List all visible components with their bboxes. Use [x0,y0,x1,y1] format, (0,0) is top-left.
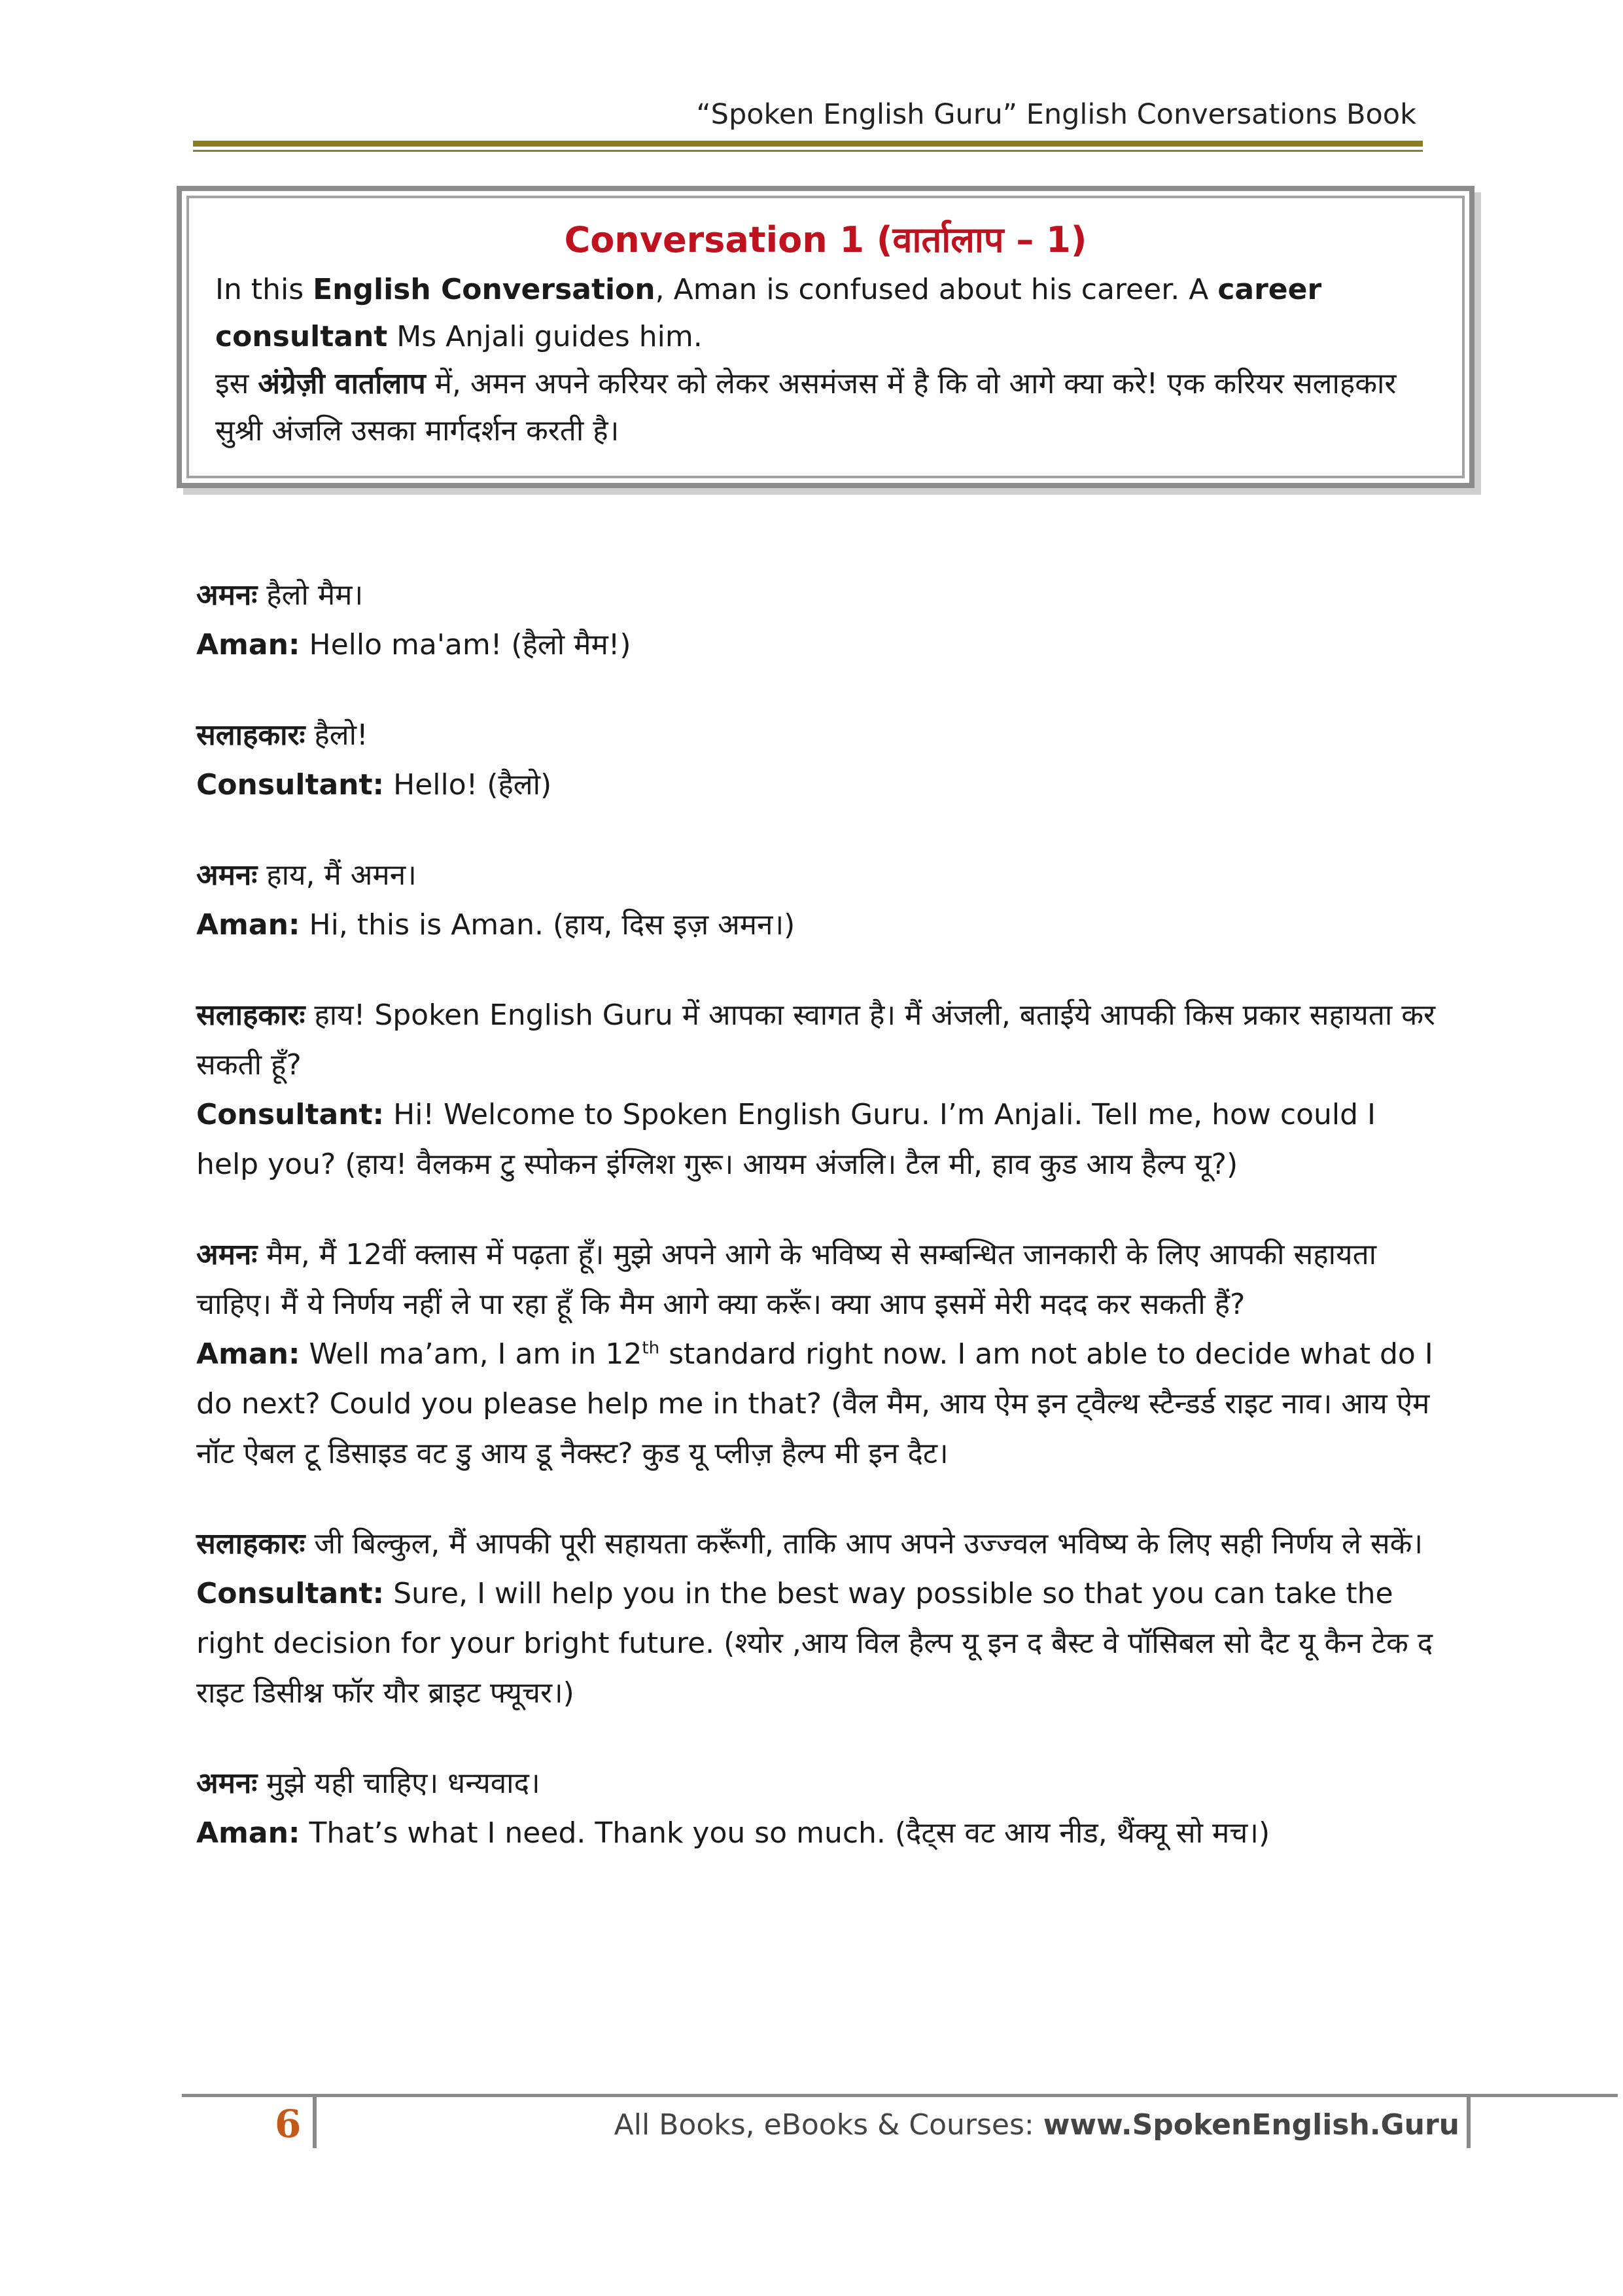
dialogue-turn [196,711,1439,810]
line-text: Hi! Welcome to Spoken English Guru. I’m Anjali. Tell me, how could I help you? (हाय! वैलकम टु स्पोकन इंग्लिश गुरू। आयम अंजलि। टैल मी, हाव कुड आय हैल्प यू?) [196,1098,1376,1181]
speaker-hi: अमनः [196,578,258,612]
intro-en-bold: English Conversation [313,273,655,306]
hindi-line [196,1759,1439,1809]
speaker-en: Consultant: [196,768,385,802]
intro-english [215,266,1436,361]
line-text: That’s what I need. Thank you so much. (दैट्स वट आय नीड, थैंक्यू सो मच।) [300,1816,1270,1850]
dialogue-turn [196,1759,1439,1858]
intro-box [177,186,1475,488]
english-line [196,620,1439,670]
dialogue [196,571,1439,1899]
speaker-en: Aman: [196,908,300,942]
running-header: “Spoken English Guru” English Conversations Book [696,98,1416,131]
dialogue-turn [196,851,1439,950]
speaker-en: Consultant: [196,1577,385,1610]
english-line [196,900,1439,950]
intro-en-bold: career consultant [215,273,1322,353]
speaker-en: Consultant: [196,1098,385,1131]
hindi-line [196,991,1439,1090]
page-number-divider [313,2097,317,2148]
intro-en-text: In this [215,273,313,306]
footer-rule [182,2094,1618,2097]
line-text: Hello! (हैलो) [384,768,552,802]
english-line [196,1569,1439,1718]
intro-en-text: , Aman is confused about his career. A [655,273,1218,306]
hindi-line [196,1230,1439,1330]
speaker-en: Aman: [196,628,300,662]
line-text: Hi, this is Aman. (हाय, दिस इज़ अमन।) [300,908,795,942]
english-line [196,1090,1439,1190]
hindi-line [196,851,1439,900]
speaker-en: Aman: [196,1816,300,1850]
footer-divider [1467,2097,1471,2148]
english-line [196,760,1439,810]
speaker-hi: अमनः [196,858,258,892]
page-number: 6 [275,2102,302,2146]
intro-hi-text: में, अमन अपने करियर को लेकर असमंजस में है कि वो आगे क्या करे! एक करियर सलाहकार सुश्री अंजलि उसका मार्गदर्शन करती है। [215,367,1397,448]
line-text: standard right now. I am not able to decide what do I do next? Could you please help me in that? (वैल मैम, आय ऐम इन ट्वैल्थ स्टैन्डर्ड राइट नाव। आय ऐम नॉट ऐबल टू डिसाइड वट डु आय डू नैक्स्ट? कुड यू प्लीज़ हैल्प मी इन दैट। [196,1337,1433,1470]
line-text: Well ma’am, I am in 12 [300,1337,642,1371]
dialogue-turn [196,991,1439,1190]
english-line [196,1330,1439,1479]
line-text: हाय, मैं अमन। [257,858,417,892]
footer-label: All Books, eBooks & Courses: [614,2108,1043,2142]
intro-hi-text: इस [215,367,258,400]
conversation-title: Conversation 1 (वार्तालाप – 1) [564,219,1087,260]
speaker-hi: अमनः [196,1238,258,1271]
intro-hi-bold: अंग्रेज़ी वार्तालाप [258,367,426,400]
intro-hindi [215,361,1436,455]
dialogue-turn [196,1519,1439,1718]
line-text: मैम, मैं 12वीं क्लास में पढ़ता हूँ। मुझे अपने आगे के भविष्य से सम्बन्धित जानकारी के लिए आपकी सहायता चाहिए। मैं ये निर्णय नहीं ले पा रहा हूँ कि मैम आगे क्या करूँ। क्या आप इसमें मेरी मदद कर सकती हैं? [196,1238,1377,1321]
speaker-hi: सलाहकारः [196,998,305,1032]
speaker-hi: अमनः [196,1767,258,1800]
header-rule [193,141,1423,147]
footer-url[interactable]: www.SpokenEnglish.Guru [1043,2108,1459,2142]
hindi-line [196,1519,1439,1569]
hindi-line [196,571,1439,620]
line-text: हाय! Spoken English Guru में आपका स्वागत है। मैं अंजली, बताईये आपकी किस प्रकार सहायता कर सकती हूँ? [196,998,1436,1082]
line-text: मुझे यही चाहिए। धन्यवाद। [257,1767,540,1800]
speaker-en: Aman: [196,1337,300,1371]
dialogue-turn [196,1230,1439,1479]
line-text: हैलो मैम। [257,578,364,612]
speaker-hi: सलाहकारः [196,718,305,752]
footer-credit [614,2108,1459,2142]
dialogue-turn [196,571,1439,670]
intro-inner [186,196,1465,478]
ordinal-suffix: th [642,1338,660,1358]
line-text: हैलो! [305,718,368,752]
hindi-line [196,711,1439,760]
line-text: Sure, I will help you in the best way possible so that you can take the right decision for your bright future. (श्योर ,आय विल हैल्प यू इन द बैस्ट वे पॉसिबल सो दैट यू कैन टेक द राइट डिसीश्न फॉर यौर ब्राइट फ्यूचर।) [196,1577,1433,1710]
header-rule-thin [193,150,1423,152]
intro-en-text: Ms Anjali guides him. [387,320,703,353]
line-text: जी बिल्कुल, मैं आपकी पूरी सहायता करूँगी, ताकि आप अपने उज्ज्वल भविष्य के लिए सही निर्णय ले सकें। [305,1527,1423,1561]
english-line [196,1809,1439,1858]
speaker-hi: सलाहकारः [196,1527,305,1561]
line-text: Hello ma'am! (हैलो मैम!) [300,628,631,662]
